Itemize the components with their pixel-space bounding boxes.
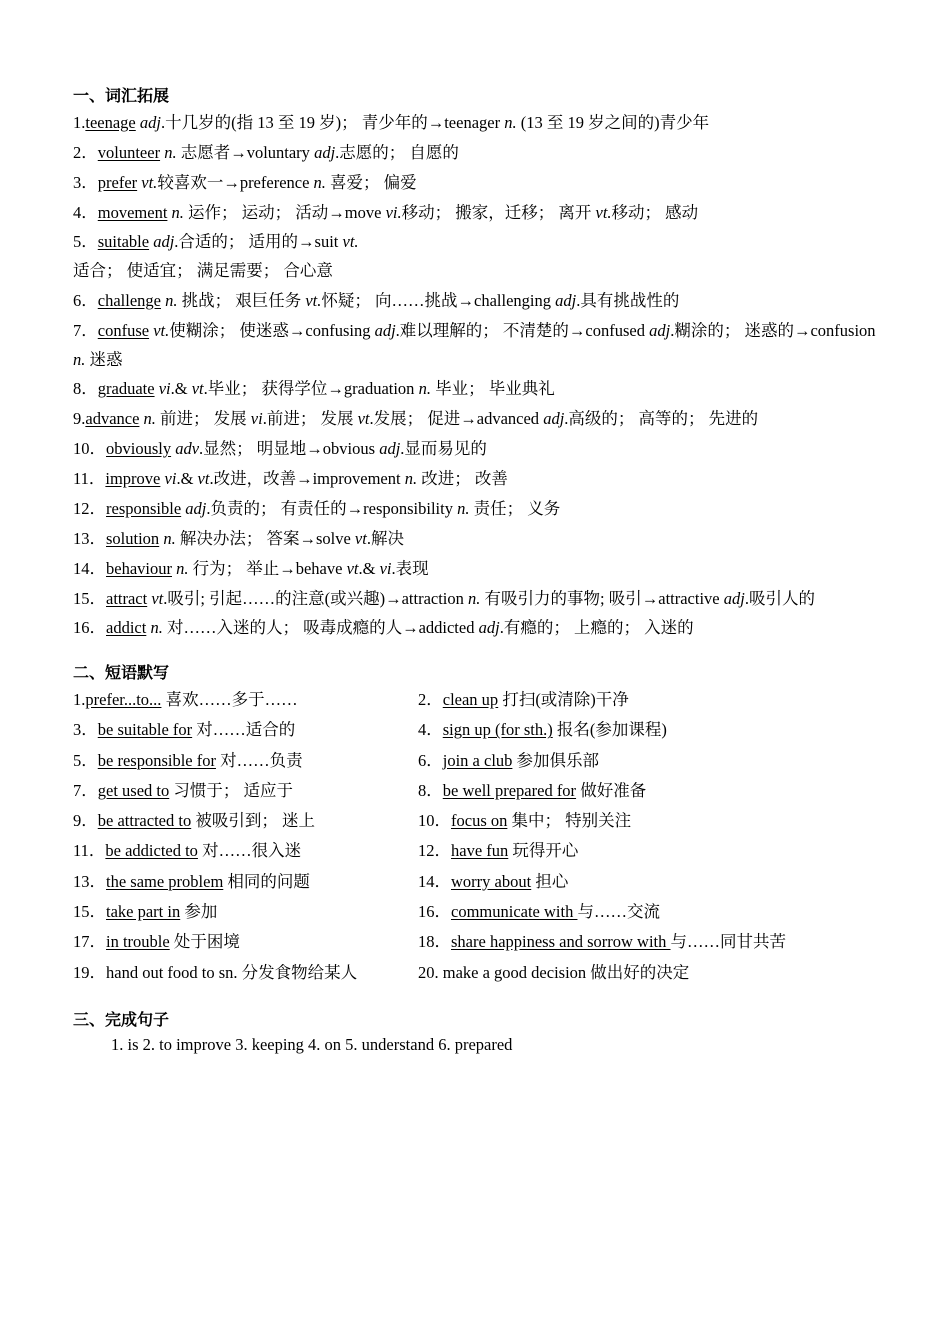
phrase-meaning: 相同的问题: [223, 871, 310, 891]
part-of-speech: adv: [175, 439, 200, 458]
phrase-meaning: 担心: [531, 871, 569, 891]
part-of-speech: vt.: [141, 173, 158, 192]
definition-text: 使糊涂； 使迷惑→confusing: [169, 321, 375, 340]
phrase-row: [73, 806, 885, 836]
vocab-word: prefer: [97, 173, 138, 192]
phrase-text: be attracted to: [97, 811, 192, 831]
item-number: 14．: [418, 871, 451, 891]
definition-text: .有瘾的； 上瘾的； 入迷的: [499, 618, 694, 637]
definition-text: .改进，改善→improvement: [209, 469, 405, 488]
phrase-text: share happiness and sorrow with: [451, 932, 671, 952]
part-of-speech: n.: [313, 173, 326, 192]
phrase-meaning: 参加俱乐部: [512, 750, 600, 770]
definition-text: 志愿者→voluntary: [176, 143, 315, 162]
phrase-text: communicate with: [451, 902, 578, 922]
phrase-cell: [418, 776, 646, 806]
vocab-item: [73, 404, 885, 434]
definition-text: .糊涂的； 迷惑的→confusion: [670, 321, 876, 340]
section2-title: 二、短语默写: [73, 663, 170, 682]
definition-text: 有吸引力的事物; 吸引→attractive: [480, 589, 724, 608]
phrase-cell: [73, 897, 418, 927]
item-number: 17．: [73, 932, 106, 952]
item-number: 12．: [73, 499, 106, 518]
part-of-speech: n.: [418, 379, 431, 398]
vocab-item: [73, 524, 885, 554]
phrase-meaning: hand out food to sn. 分发食物给某人: [106, 962, 358, 982]
phrase-cell: [418, 806, 631, 836]
vocab-item: [73, 584, 885, 613]
phrase-cell: [73, 746, 418, 776]
phrase-meaning: 对……负责: [215, 750, 303, 770]
item-number: 7．: [73, 321, 98, 340]
part-of-speech: n.: [468, 589, 481, 608]
phrase-text: be well prepared for: [442, 780, 577, 800]
phrase-meaning: 集中； 特别关注: [507, 811, 632, 831]
vocab-item: [73, 256, 885, 286]
part-of-speech: adj: [649, 321, 671, 340]
part-of-speech: n.: [164, 143, 177, 162]
part-of-speech: vt.: [305, 291, 322, 310]
item-number: 1.: [73, 690, 86, 709]
vocab-word: responsible: [106, 499, 182, 518]
part-of-speech: vt: [151, 589, 164, 608]
item-number: 5．: [73, 750, 98, 770]
vocab-word: suitable: [97, 232, 150, 251]
item-number: 18．: [418, 932, 451, 952]
part-of-speech: adj: [543, 409, 565, 428]
part-of-speech: n.: [171, 203, 184, 222]
item-number: 11．: [73, 841, 106, 861]
phrase-row: [73, 958, 885, 988]
phrase-text: get used to: [97, 780, 170, 800]
phrase-cell: [418, 715, 667, 745]
item-number: 3．: [73, 720, 98, 740]
definition-text: 解决办法； 答案→solve: [175, 529, 355, 548]
phrase-meaning: 与……交流: [577, 902, 660, 922]
item-number: 4．: [418, 720, 443, 740]
item-number: 15．: [73, 902, 106, 922]
phrase-cell: [73, 836, 418, 866]
definition-text: (13 至 19 岁之间的)青少年: [516, 113, 710, 132]
part-of-speech: adj: [374, 321, 396, 340]
item-number: 7．: [73, 780, 98, 800]
item-number: 10．: [418, 811, 451, 831]
item-number: 19．: [73, 962, 106, 982]
vocab-word: improve: [105, 469, 161, 488]
phrase-meaning: 处于困境: [169, 932, 240, 952]
part-of-speech: vt.: [342, 232, 359, 251]
definition-text: .显而易见的: [400, 439, 487, 458]
phrase-cell: [418, 867, 568, 897]
item-number: 8．: [73, 379, 98, 398]
phrase-cell: [73, 927, 418, 957]
part-of-speech: vt.: [595, 203, 612, 222]
phrase-text: worry about: [451, 871, 532, 891]
phrase-cell: [418, 958, 689, 988]
answer-line: 1. is 2. to improve 3. keeping 4. on 5. understand 6. prepared: [111, 1034, 513, 1054]
phrase-text: be addicted to: [105, 841, 198, 861]
definition-text: 毕业； 毕业典礼: [430, 379, 555, 398]
item-number: 6．: [73, 291, 98, 310]
vocab-word: addict: [106, 618, 147, 637]
section3-title: 三、完成句子: [73, 1009, 170, 1029]
phrase-text: focus on: [451, 811, 508, 831]
definition-text: .显然； 明显地→obvious: [199, 439, 380, 458]
item-number: 3．: [73, 173, 98, 192]
phrase-text: the same problem: [106, 871, 224, 891]
definition-text: .前进； 发展: [262, 409, 358, 428]
item-number: 5．: [73, 232, 98, 251]
vocab-item: [73, 464, 885, 494]
part-of-speech: n.: [504, 113, 517, 132]
vocab-word: obviously: [106, 439, 172, 458]
vocab-word: graduate: [97, 379, 155, 398]
item-number: 9.: [73, 409, 86, 428]
vocab-word: attract: [106, 589, 148, 608]
vocab-item: [73, 138, 885, 168]
definition-text: .毕业； 获得学位→graduation: [203, 379, 419, 398]
part-of-speech: adj: [185, 499, 207, 518]
part-of-speech: vi: [250, 409, 263, 428]
vocab-item: [73, 108, 885, 138]
part-of-speech: vi: [158, 379, 171, 398]
phrase-text: in trouble: [106, 932, 170, 952]
definition-text: .&: [176, 469, 198, 488]
part-of-speech: vt: [197, 469, 210, 488]
phrase-meaning: 习惯于； 适应于: [169, 780, 293, 800]
phrase-row: [73, 746, 885, 776]
phrase-cell: [418, 927, 786, 957]
phrase-row: [73, 927, 885, 957]
definition-text: 移动； 搬家，迁移； 离开: [401, 203, 596, 222]
phrase-meaning: make a good decision 做出好的决定: [438, 962, 690, 982]
definition-text: 喜爱； 偏爱: [325, 173, 417, 192]
part-of-speech: n.: [176, 559, 189, 578]
phrase-cell: [73, 776, 418, 806]
item-number: 11．: [73, 469, 106, 488]
definition-text: 改进； 改善: [417, 469, 508, 488]
vocab-word: challenge: [97, 291, 161, 310]
vocab-item: [73, 554, 885, 584]
definition-text: .吸引人的: [744, 589, 815, 608]
definition-text: 迷惑: [85, 350, 123, 369]
definition-text: .高级的； 高等的； 先进的: [564, 409, 759, 428]
phrase-meaning: 玩得开心: [508, 841, 579, 861]
phrase-cell: [418, 897, 660, 927]
item-number: 15．: [73, 589, 106, 608]
item-number: 2．: [73, 143, 98, 162]
definition-text: 较喜欢一→preference: [157, 173, 314, 192]
phrase-text: be responsible for: [97, 750, 216, 770]
item-number: 4．: [73, 203, 98, 222]
phrase-row: [73, 776, 885, 806]
phrase-cell: [73, 806, 418, 836]
phrase-row: [73, 867, 885, 897]
phrase-meaning: 参加: [180, 902, 218, 922]
definition-text: 适合； 使适宜； 满足需要； 合心意: [73, 261, 333, 280]
phrase-cell: [418, 685, 629, 715]
phrase-text: clean up: [442, 690, 499, 709]
definition-text: 对……入迷的人； 吸毒成瘾的人→addicted: [162, 618, 479, 637]
part-of-speech: adj: [139, 113, 161, 132]
part-of-speech: n.: [163, 529, 176, 548]
part-of-speech: vt.: [153, 321, 170, 340]
item-number: 13．: [73, 529, 106, 548]
phrase-row: [73, 897, 885, 927]
phrase-row: [73, 685, 885, 715]
phrase-text: be suitable for: [97, 720, 193, 740]
vocab-word: teenage: [85, 113, 136, 132]
definition-text: .解决: [366, 529, 404, 548]
vocab-word: solution: [106, 529, 160, 548]
part-of-speech: vt: [191, 379, 204, 398]
phrase-meaning: 被吸引到； 迷上: [191, 811, 315, 831]
item-number: 9．: [73, 811, 98, 831]
item-number: 2．: [418, 690, 443, 709]
vocab-word: confuse: [97, 321, 150, 340]
vocab-item: [73, 168, 885, 198]
item-number: 8．: [418, 780, 443, 800]
phrase-meaning: 对……适合的: [192, 720, 296, 740]
definition-text: 责任； 义务: [469, 499, 561, 518]
definition-text: 运作； 运动； 活动→move: [183, 203, 386, 222]
item-number: 12．: [418, 841, 451, 861]
phrase-cell: [73, 715, 418, 745]
definition-text: .吸引; 引起……的注意(或兴趣)→attraction: [163, 589, 469, 608]
vocab-item: [73, 286, 885, 316]
item-number: 1.: [73, 113, 86, 132]
phrase-row: [73, 836, 885, 866]
phrase-meaning: 打扫(或清除)干净: [498, 690, 629, 709]
part-of-speech: vi: [379, 559, 392, 578]
definition-text: 行为； 举止→behave: [188, 559, 347, 578]
phrase-meaning: 做好准备: [576, 780, 647, 800]
definition-text: .表现: [391, 559, 429, 578]
definition-text: .合适的； 适用的→suit: [174, 232, 343, 251]
vocab-word: behaviour: [106, 559, 172, 578]
phrase-text: sign up (for sth.): [442, 720, 553, 740]
item-number: 6．: [418, 750, 443, 770]
phrase-cell: [418, 746, 599, 776]
definition-text: 前进； 发展: [155, 409, 251, 428]
phrase-cell: [73, 867, 418, 897]
part-of-speech: adj: [314, 143, 336, 162]
vocab-word: volunteer: [97, 143, 161, 162]
phrase-text: prefer...to...: [85, 690, 162, 709]
item-number: 16．: [418, 902, 451, 922]
part-of-speech: adj: [478, 618, 500, 637]
part-of-speech: vi.: [385, 203, 402, 222]
definition-text: 移动； 感动: [611, 203, 699, 222]
phrase-list: [73, 685, 885, 988]
item-number: 14．: [73, 559, 106, 578]
definition-text: .具有挑战性的: [576, 291, 680, 310]
definition-text: .&: [358, 559, 380, 578]
vocab-item: [73, 374, 885, 404]
phrase-text: take part in: [106, 902, 181, 922]
phrase-meaning: 与……同甘共苦: [670, 932, 786, 952]
item-number: 16．: [73, 618, 106, 637]
phrase-meaning: 报名(参加课程): [552, 720, 667, 740]
vocab-word: movement: [97, 203, 168, 222]
part-of-speech: n.: [150, 618, 163, 637]
definition-text: 挑战； 艰巨任务: [177, 291, 306, 310]
vocab-item: [73, 228, 885, 256]
part-of-speech: vi: [164, 469, 177, 488]
vocab-item: [73, 434, 885, 464]
part-of-speech: vt: [346, 559, 359, 578]
definition-text: .难以理解的； 不清楚的→confused: [395, 321, 650, 340]
part-of-speech: adj: [379, 439, 401, 458]
part-of-speech: vt: [357, 409, 370, 428]
phrase-cell: [73, 685, 418, 715]
vocab-item: [73, 494, 885, 524]
worksheet-page: [73, 84, 885, 1058]
vocab-item: [73, 613, 885, 643]
part-of-speech: n.: [165, 291, 178, 310]
definition-text: .负责的； 有责任的→responsibility: [206, 499, 458, 518]
definition-text: .发展； 促进→advanced: [369, 409, 544, 428]
phrase-row: [73, 715, 885, 745]
vocab-item: [73, 198, 885, 228]
part-of-speech: n.: [457, 499, 470, 518]
part-of-speech: vt: [354, 529, 367, 548]
definition-text: .&: [170, 379, 192, 398]
part-of-speech: n.: [143, 409, 156, 428]
item-number: 13．: [73, 871, 106, 891]
part-of-speech: adj: [153, 232, 175, 251]
definition-text: .志愿的； 自愿的: [335, 143, 459, 162]
part-of-speech: adj: [555, 291, 577, 310]
section1-title: 一、词汇拓展: [73, 86, 170, 105]
item-number: 10．: [73, 439, 106, 458]
part-of-speech: adj: [723, 589, 745, 608]
phrase-text: have fun: [451, 841, 509, 861]
vocab-word: advance: [85, 409, 140, 428]
item-number: 20.: [418, 962, 439, 982]
vocab-list: [73, 108, 885, 643]
part-of-speech: n.: [73, 350, 86, 369]
part-of-speech: n.: [404, 469, 418, 488]
phrase-cell: [418, 836, 578, 866]
phrase-meaning: 对……很入迷: [197, 841, 302, 861]
phrase-text: join a club: [442, 750, 513, 770]
vocab-item: [73, 316, 885, 374]
definition-text: .十几岁的(指 13 至 19 岁)； 青少年的→teenager: [160, 113, 505, 132]
definition-text: 怀疑； 向……挑战→challenging: [321, 291, 556, 310]
phrase-cell: [73, 958, 418, 988]
phrase-meaning: 喜欢……多于……: [161, 690, 298, 709]
